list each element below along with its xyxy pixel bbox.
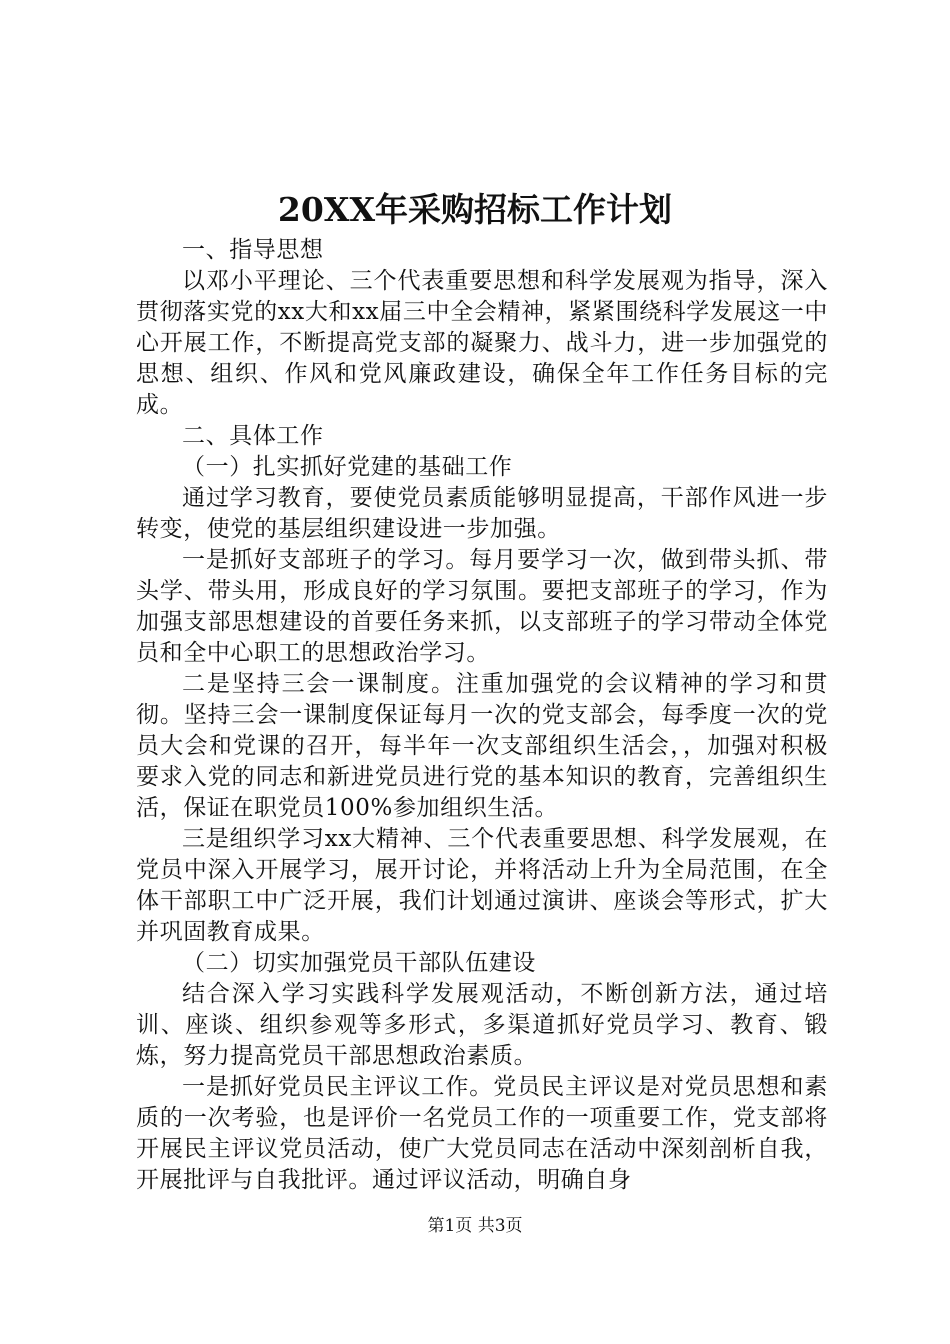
page-footer: 第1页 共3页 [427,1216,523,1236]
paragraph-branch-study: 一是抓好支部班子的学习。每月要学习一次，做到带头抓、带头学、带头用，形成良好的学习氛围。要把支部班子的学习，作为加强支部思想建设的首要任务来抓，以支部班子的学习带动全体党员和全中心职工的思想政治学习。 [136,547,828,666]
document-body [136,235,828,1196]
paragraph-training: 结合深入学习实践科学发展观活动，不断创新方法，通过培训、座谈、组织参观等多形式，多渠道抓好党员学习、教育、锻炼，努力提高党员干部思想政治素质。 [136,981,828,1069]
section-heading-guiding-ideology: 一、指导思想 [182,237,324,263]
section-heading-specific-work: 二、具体工作 [182,423,324,449]
paragraph-congress-spirit: 三是组织学习xx大精神、三个代表重要思想、科学发展观，在党员中深入开展学习，展开讨论，并将活动上升为全局范围，在全体干部职工中广泛开展，我们计划通过演讲、座谈会等形式，扩大并巩固教育成果。 [136,826,828,945]
subsection-heading-cadre-team: （二）切实加强党员干部队伍建设 [182,950,536,976]
paragraph-study-education: 通过学习教育，要使党员素质能够明显提高，干部作风进一步转变，使党的基层组织建设进一步加强。 [136,485,828,542]
paragraph-three-meetings: 二是坚持三会一课制度。注重加强党的会议精神的学习和贯彻。坚持三会一课制度保证每月一次的党支部会，每季度一次的党员大会和党课的召开，每半年一次支部组织生活会，，加强对积极要求入党的同志和新进党员进行党的基本知识的教育，完善组织生活，保证在职党员100%参加组织生活。 [136,671,828,821]
subsection-heading-party-building: （一）扎实抓好党建的基础工作 [182,454,513,480]
paragraph-guiding-ideology: 以邓小平理论、三个代表重要思想和科学发展观为指导，深入贯彻落实党的xx大和xx届三中全会精神，紧紧围绕科学发展这一中心开展工作，不断提高党支部的凝聚力、战斗力，进一步加强党的思想、组织、作风和党风廉政建设，确保全年工作任务目标的完成。 [136,268,828,418]
document-title: 20XX年采购招标工作计划 [277,190,673,229]
paragraph-democratic-evaluation: 一是抓好党员民主评议工作。党员民主评议是对党员思想和素质的一次考验，也是评价一名党员工作的一项重要工作，党支部将开展民主评议党员活动，使广大党员同志在活动中深刻剖析自我，开展批评与自我批评。通过评议活动，明确自身 [136,1074,828,1193]
